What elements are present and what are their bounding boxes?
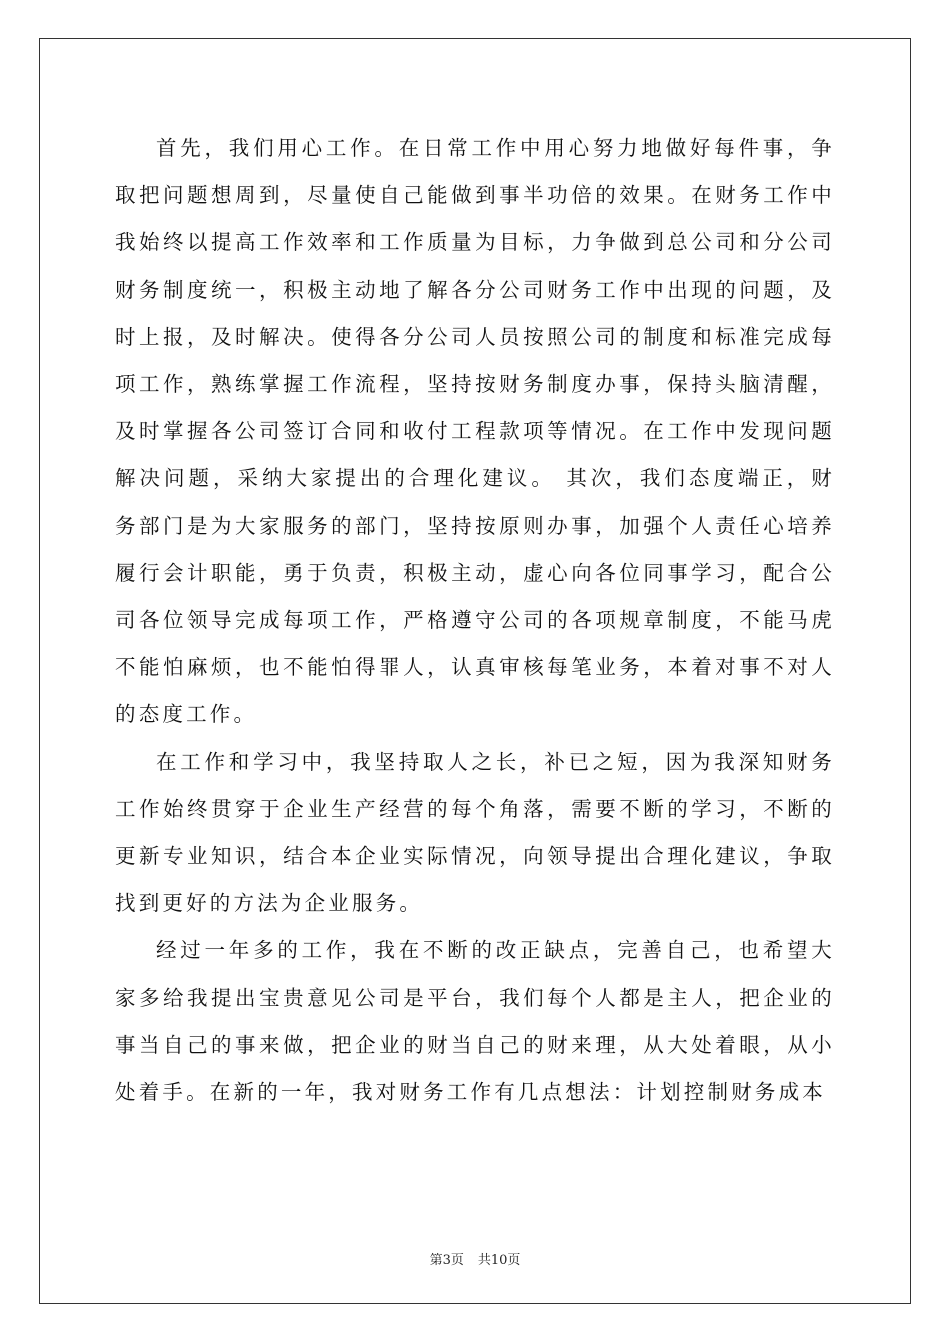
paragraph-2: 在工作和学习中，我坚持取人之长，补已之短，因为我深知财务工作始终贯穿于企业生产经营的每个角落，需要不断的学习，不断的更新专业知识，结合本企业实际情况，向领导提出合理化建议，争取找到更好的方法为企业服务。 [115, 749, 835, 916]
page-footer [0, 1249, 950, 1268]
page-number: 第3页 [429, 1253, 464, 1268]
page-total: 共10页 [477, 1253, 521, 1268]
paragraph-3: 经过一年多的工作，我在不断的改正缺点，完善自己，也希望大家多给我提出宝贵意见公司是平台，我们每个人都是主人，把企业的事当自己的事来做，把企业的财当自己的财来理，从大处着眼，从小处着手。在新的一年，我对财务工作有几点想法：计划控制财务成本 [115, 938, 835, 1105]
document-body [115, 125, 835, 1116]
paragraph-1: 首先，我们用心工作。在日常工作中用心努力地做好每件事，争取把问题想周到，尽量使自己能做到事半功倍的效果。在财务工作中我始终以提高工作效率和工作质量为目标，力争做到总公司和分公司财务制度统一，积极主动地了解各分公司财务工作中出现的问题，及时上报，及时解决。使得各分公司人员按照公司的制度和标准完成每项工作，熟练掌握工作流程，坚持按财务制度办事，保持头脑清醒，及时掌握各公司签订合同和收付工程款项等情况。在工作中发现问题解决问题，采纳大家提出的合理化建议。 其次，我们态度端正，财务部门是为大家服务的部门，坚持按原则办事，加强个人责任心培养履行会计职能，勇于负责，积极主动，虚心向各位同事学习，配合公司各位领导完成每项工作，严格遵守公司的各项规章制度，不能马虎不能怕麻烦，也不能怕得罪人，认真审核每笔业务，本着对事不对人的态度工作。 [115, 136, 835, 727]
